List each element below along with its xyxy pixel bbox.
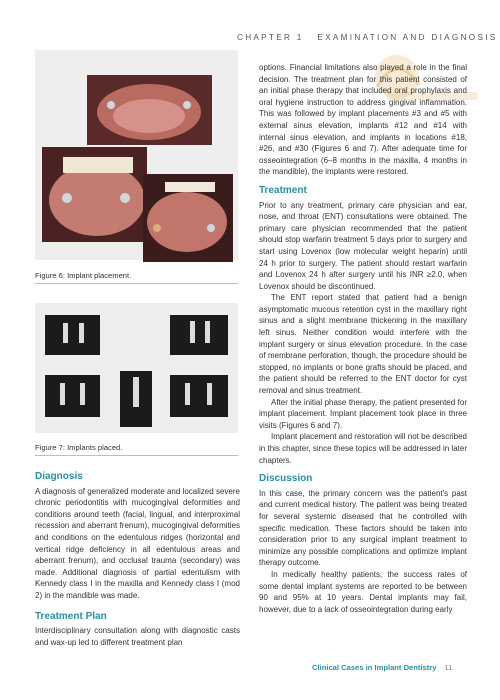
- treatment-heading: Treatment: [259, 184, 307, 196]
- discussion-paragraph-2: In medically healthy patients, the success rates of some dental implant systems are reported to be between 90 and 95% at 10 years. Dental implants may fail, however, due to a lack of osseointegration during early: [259, 569, 467, 614]
- discussion-paragraph-1: In this case, the primary concern was the patient's past and current medical history. The patient was being treated for several systemic diseased that he controlled with specific medication. These factors should be taken into consideration prior to any surgical implant treatment to minimize any possible complications and optimize implant therapy outcome.: [259, 488, 467, 568]
- treatment-paragraph-3: After the initial phase therapy, the patient presented for implant placement. Implant placement took place in three visits (Figures 6 and 7).: [259, 397, 467, 430]
- chapter-title: EXAMINATION AND DIAGNOSIS: [317, 33, 498, 42]
- right-column: [259, 62, 467, 615]
- diagnosis-paragraph: A diagnosis of generalized moderate and localized severe chronic periodontitis with mucogingival deformities and conditions around teeth (facial, lingual, and interproximal recession and aberrant frenum), mucogingival deformities and conditions on the edentulous ridges (horizontal and vertical ridge deficiency in all edentulous areas and aberrant frenum), and occlusal trauma (secondary) was made. Additional diagnosis of partial edentulism with Kennedy class I in the maxilla and Kennedy class I (mod 2) in the mandible was made.: [35, 486, 240, 600]
- left-column: [35, 471, 240, 648]
- figure-6-caption: Figure 6: Implant placement.: [35, 271, 132, 280]
- running-header: [237, 33, 498, 42]
- discussion-heading: Discussion: [259, 473, 313, 485]
- treatment-paragraph-2: The ENT report stated that patient had a benign asymptomatic mucous retention cyst in the maxillary right sinus and a slight membrane thickening in the maxillary left sinus. Neither condition would interfere with the implant surgery or sinus elevation procedure. In the case of membrane perforation, though, the procedure should be stopped, no implants or bone grafts should be placed, and the patient should be referred to the ENT doctor for cyst removal and sinus treatment.: [259, 293, 467, 396]
- plan-continued-paragraph: options. Financial limitations also played a role in the final decision. The treatment plan for this patient consisted of an initial phase therapy that included oral prophylaxis and oral hygiene instruction to address gingival inflammation. This was followed by implant placements #3 and #5 with external sinus elevation, implants #12 and #14 with internal sinus elevation, and implants in locations #18, #26, and #30 (Figures 6 and 7). After adequate time for osseointegration (6–8 months in the maxilla, 4 months in the mandible), the implants were restored.: [259, 63, 467, 177]
- page-number: 11: [444, 663, 453, 672]
- chapter-label: CHAPTER 1: [237, 33, 304, 42]
- treatment-plan-paragraph: Interdisciplinary consultation along with diagnostic casts and wax-up led to different treatment plan: [35, 626, 240, 647]
- figure-7-divider: [35, 455, 238, 456]
- treatment-paragraph-4: Implant placement and restoration will not be described in this chapter, since these topics will be addressed in later chapters.: [259, 432, 467, 465]
- treatment-paragraph-1: Prior to any treatment, primary care physician and ear, nose, and throat (ENT) consultations were obtained. The primary care physician recommended that the patient should stop warfarin treatment 5 days prior to surgery and start using Lovenox (low molecular weight heparin) until 24 h prior to surgery. The patient should restart warfarin and Lovenox 24 h after surgery until his INR ≥2.0, when Lovenox should be discontinued.: [259, 200, 467, 291]
- diagnosis-heading: Diagnosis: [35, 471, 83, 482]
- page-footer: [312, 663, 452, 672]
- treatment-plan-heading: Treatment Plan: [35, 610, 107, 622]
- figure-6-photos: [35, 50, 238, 265]
- figure-7-radiographs: [35, 303, 238, 433]
- figure-6-divider: [35, 283, 238, 284]
- book-title: Clinical Cases in Implant Dentistry: [312, 663, 437, 672]
- figure-7-caption: Figure 7: Implants placed.: [35, 443, 123, 452]
